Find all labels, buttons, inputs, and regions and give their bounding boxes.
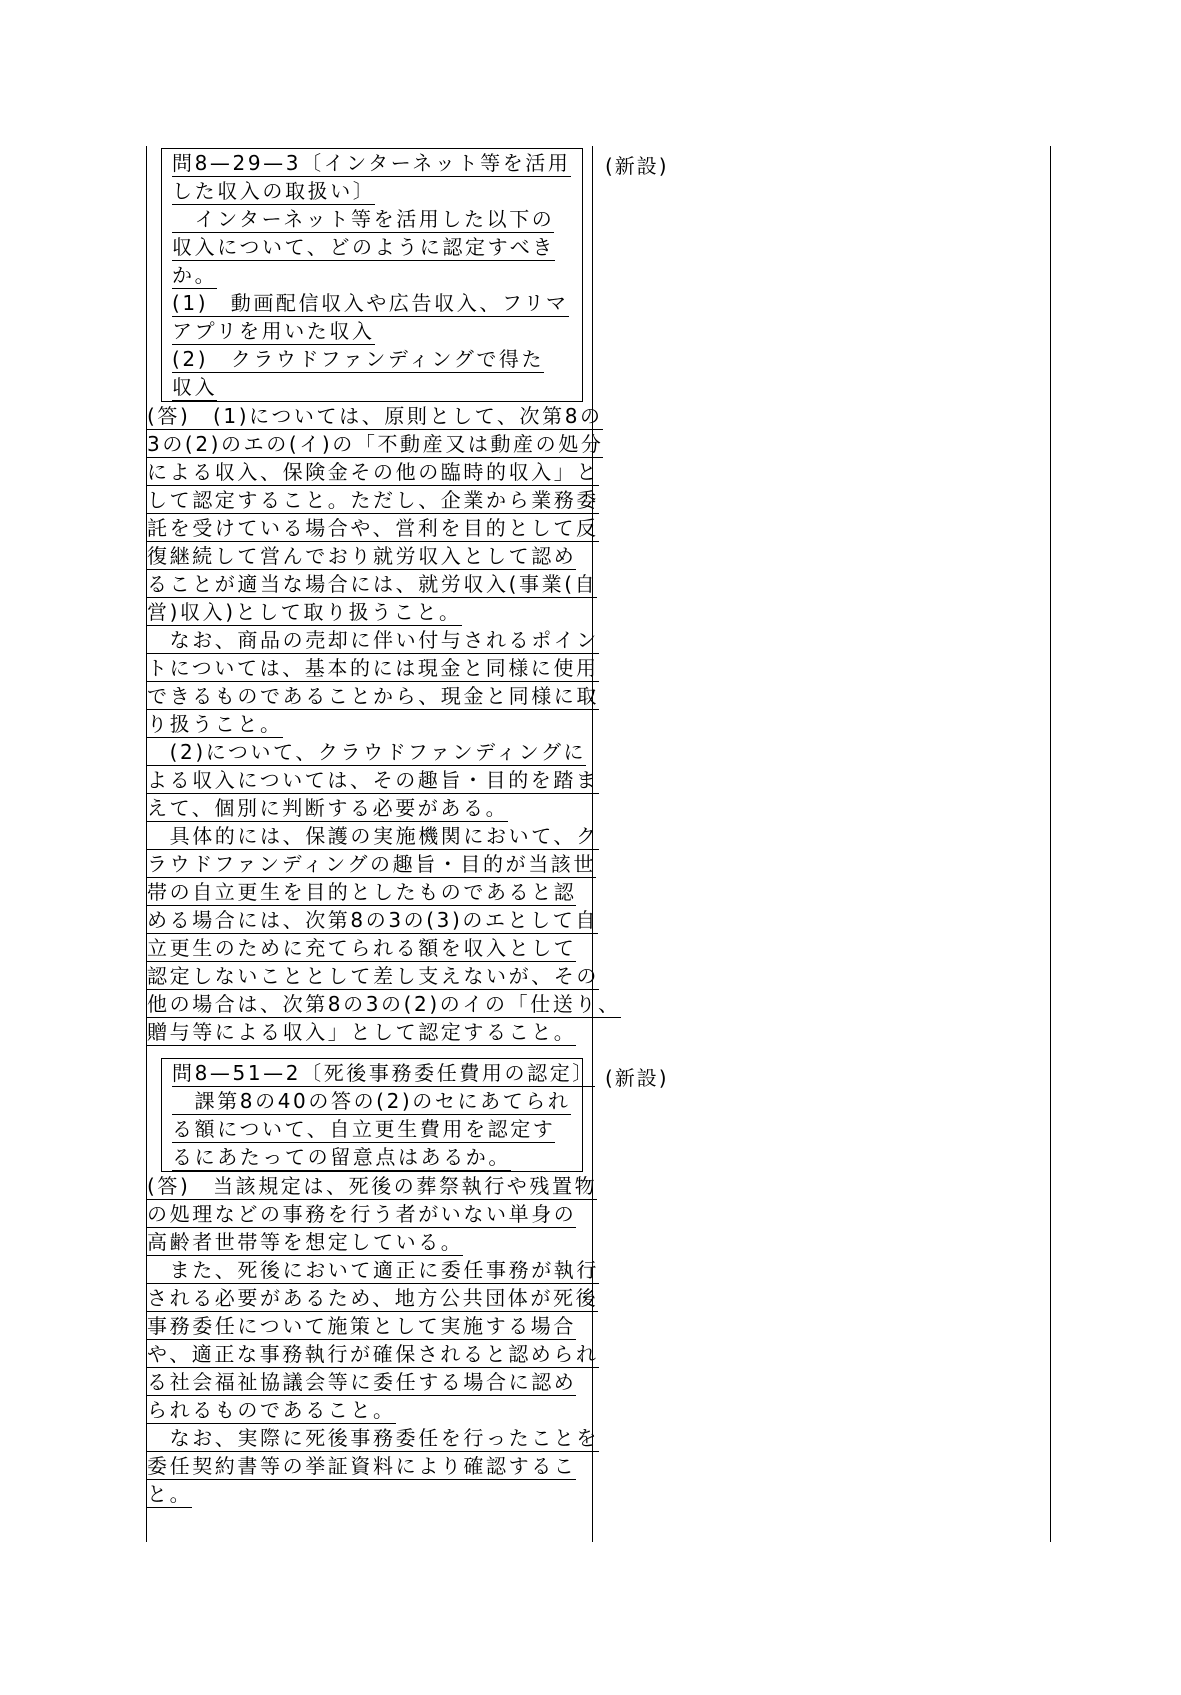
answer-line xyxy=(147,738,587,766)
underlined-text: や、適正な事務執行が確保されると認められ xyxy=(147,1342,599,1366)
question-box xyxy=(161,148,583,402)
answer-line xyxy=(147,514,599,542)
question-line xyxy=(172,149,572,177)
answer-line xyxy=(147,1284,599,1312)
answer-line xyxy=(147,626,599,654)
answer-line xyxy=(147,402,603,430)
answer-line xyxy=(147,1480,587,1508)
question-line xyxy=(172,289,572,317)
underlined-text: 復継続して営んでおり就労収入として認め xyxy=(147,544,577,568)
question-line xyxy=(172,177,572,205)
underlined-text: (答) 当該規定は、死後の葬祭執行や残置物 xyxy=(147,1174,598,1198)
underlined-text: (1) 動画配信収入や広告収入、フリマ xyxy=(172,291,569,315)
answer-line xyxy=(147,1312,587,1340)
answer-line xyxy=(147,1228,587,1256)
answer-text xyxy=(147,1172,599,1508)
table-border-right xyxy=(1050,146,1051,1542)
answer-line xyxy=(147,1200,587,1228)
answer-line xyxy=(147,1256,599,1284)
underlined-text: (2) クラウドファンディングで得た xyxy=(172,347,545,371)
answer-line xyxy=(147,850,596,878)
answer-line xyxy=(147,766,599,794)
underlined-text: 3の(2)のエの(イ)の「不動産又は動産の処分 xyxy=(147,432,604,456)
underlined-text: できるものであることから、現金と同様に取 xyxy=(147,684,599,708)
underlined-text: トについては、基本的には現金と同様に使用 xyxy=(147,656,599,680)
answer-line xyxy=(147,570,598,598)
answer-line xyxy=(147,1396,587,1424)
answer-line xyxy=(147,1018,587,1046)
answer-line xyxy=(147,794,587,822)
underlined-text: 具体的には、保護の実施機関において、ク xyxy=(147,824,599,848)
underlined-text: (答) (1)については、原則として、次第8の xyxy=(147,404,603,428)
answer-line xyxy=(147,458,599,486)
underlined-text: 帯の自立更生を目的としたものであると認 xyxy=(147,880,577,904)
underlined-text: ることが適当な場合には、就労収入(事業(自 xyxy=(147,572,598,596)
underlined-text: 営)収入)として取り扱うこと。 xyxy=(147,600,462,624)
answer-text xyxy=(147,402,621,1046)
old-text-note: (新設) xyxy=(605,1066,669,1090)
underlined-text: 問8—29—3〔インターネット等を活用 xyxy=(172,151,571,175)
question-line xyxy=(172,233,572,261)
underlined-text: して認定すること。ただし、企業から業務委 xyxy=(147,488,599,512)
underlined-text: した収入の取扱い〕 xyxy=(172,179,376,203)
answer-line xyxy=(147,1424,599,1452)
question-line xyxy=(172,373,572,401)
question-line xyxy=(172,1087,572,1115)
new-text-section-1 xyxy=(147,148,621,1046)
underlined-text: なお、実際に死後事務委任を行ったことを xyxy=(147,1426,599,1450)
answer-line xyxy=(147,1452,587,1480)
question-line xyxy=(172,205,572,233)
underlined-text: 贈与等による収入」として認定すること。 xyxy=(147,1020,577,1044)
answer-line xyxy=(147,430,604,458)
underlined-text: と。 xyxy=(147,1482,193,1506)
underlined-text: める場合には、次第8の3の(3)のエとして自 xyxy=(147,908,598,932)
underlined-text: 委任契約書等の挙証資料により確認するこ xyxy=(147,1454,577,1478)
underlined-text: 収入 xyxy=(172,375,218,399)
underlined-text: (2)について、クラウドファンディングに xyxy=(147,740,587,764)
underlined-text: 高齢者世帯等を想定している。 xyxy=(147,1230,464,1254)
underlined-text: 立更生のために充てられる額を収入として xyxy=(147,936,577,960)
underlined-text: る社会福祉協議会等に委任する場合に認め xyxy=(147,1370,577,1394)
underlined-text: られるものであること。 xyxy=(147,1398,396,1422)
answer-line xyxy=(147,878,587,906)
answer-line xyxy=(147,962,599,990)
underlined-text: り扱うこと。 xyxy=(147,712,283,736)
underlined-text: される必要があるため、地方公共団体が死後 xyxy=(147,1286,599,1310)
answer-line xyxy=(147,710,587,738)
answer-line xyxy=(147,654,599,682)
answer-line xyxy=(147,1368,587,1396)
question-line xyxy=(172,1059,595,1087)
underlined-text: なお、商品の売却に伴い付与されるポイン xyxy=(147,628,599,652)
underlined-text: 問8—51—2〔死後事務委任費用の認定〕 xyxy=(172,1061,595,1085)
question-line xyxy=(172,1143,572,1171)
new-text-section-2 xyxy=(147,1058,599,1508)
underlined-text: 事務委任について施策として実施する場合 xyxy=(147,1314,576,1338)
underlined-text: による収入、保険金その他の臨時的収入」と xyxy=(147,460,599,484)
question-line xyxy=(172,345,572,373)
underlined-text: また、死後において適正に委任事務が執行 xyxy=(147,1258,599,1282)
underlined-text: の処理などの事務を行う者がいない単身の xyxy=(147,1202,577,1226)
underlined-text: インターネット等を活用した以下の xyxy=(172,207,555,231)
answer-line xyxy=(147,906,598,934)
answer-line xyxy=(147,1340,599,1368)
answer-line xyxy=(147,682,599,710)
answer-line xyxy=(147,822,599,850)
question-line xyxy=(172,261,572,289)
underlined-text: か。 xyxy=(172,263,218,287)
answer-line xyxy=(147,1172,598,1200)
underlined-text: アプリを用いた収入 xyxy=(172,319,375,343)
underlined-text: 認定しないこととして差し支えないが、その xyxy=(147,964,599,988)
answer-line xyxy=(147,934,587,962)
answer-line xyxy=(147,486,599,514)
answer-line xyxy=(147,990,621,1018)
underlined-text: る額について、自立更生費用を認定す xyxy=(172,1117,556,1141)
underlined-text: 収入について、どのように認定すべき xyxy=(172,235,555,259)
underlined-text: えて、個別に判断する必要がある。 xyxy=(147,796,509,820)
underlined-text: 託を受けている場合や、営利を目的として反 xyxy=(147,516,599,540)
underlined-text: 課第8の40の答の(2)のセにあてられ xyxy=(172,1089,571,1113)
underlined-text: よる収入については、その趣旨・目的を踏ま xyxy=(147,768,599,792)
underlined-text: 他の場合は、次第8の3の(2)のイの「仕送り、 xyxy=(147,992,621,1016)
answer-line xyxy=(147,542,587,570)
old-text-note: (新設) xyxy=(605,154,669,178)
answer-line xyxy=(147,598,587,626)
question-line xyxy=(172,1115,572,1143)
question-box xyxy=(161,1058,595,1172)
underlined-text: るにあたっての留意点はあるか。 xyxy=(172,1145,511,1169)
question-line xyxy=(172,317,572,345)
underlined-text: ラウドファンディングの趣旨・目的が当該世 xyxy=(147,852,596,876)
